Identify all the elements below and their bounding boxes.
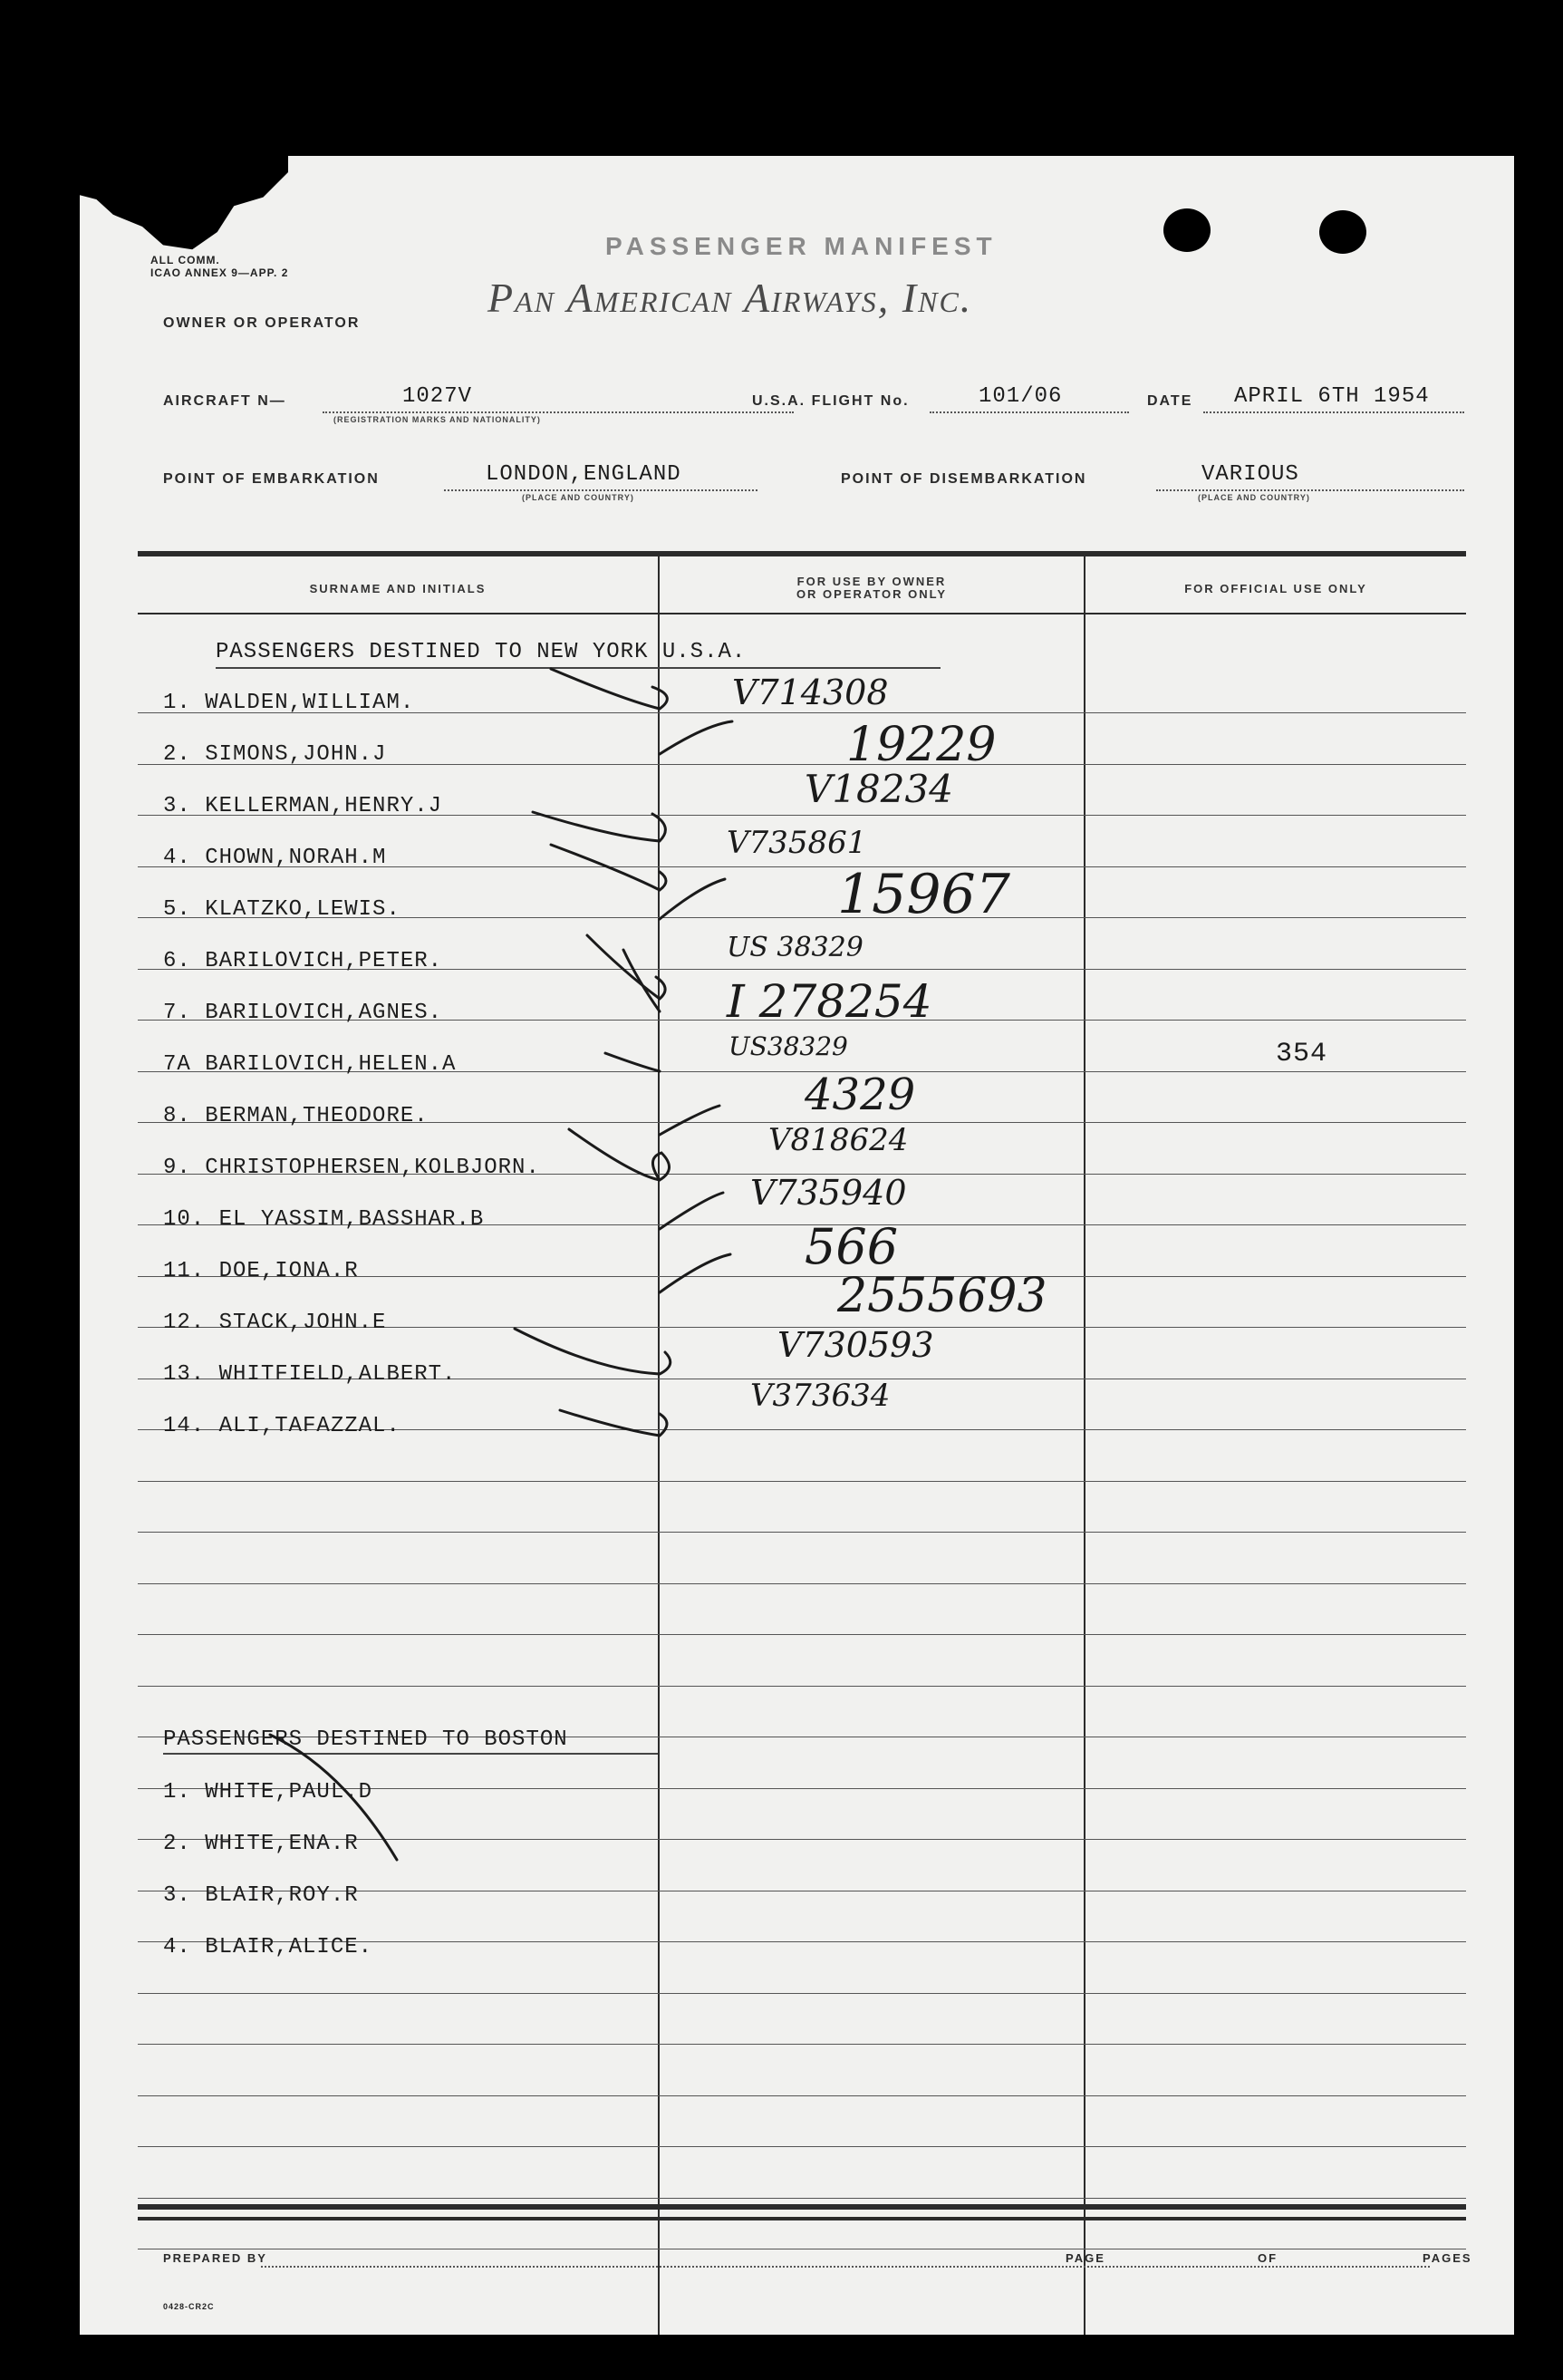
passenger-name: 13. WHITFIELD,ALBERT. bbox=[163, 1362, 457, 1387]
pages-label: PAGES bbox=[1423, 2251, 1472, 2265]
form-number: 0428-CR2C bbox=[163, 2302, 215, 2311]
passport-note: 2555693 bbox=[837, 1269, 1047, 1323]
embarkation-label: POINT OF EMBARKATION bbox=[163, 471, 380, 487]
aircraft-value: 1027V bbox=[402, 384, 473, 409]
flight-label: U.S.A. FLIGHT No. bbox=[752, 393, 910, 409]
of-label: OF bbox=[1258, 2251, 1278, 2265]
passport-note: 19229 bbox=[846, 718, 997, 772]
passenger-name: 7. BARILOVICH,AGNES. bbox=[163, 1001, 443, 1025]
passenger-name: 6. BARILOVICH,PETER. bbox=[163, 949, 443, 973]
passport-note: 4329 bbox=[805, 1069, 916, 1120]
manifest-sheet bbox=[80, 156, 1514, 2335]
official-note: 354 bbox=[1276, 1039, 1328, 1069]
passport-note: 15967 bbox=[837, 863, 1010, 926]
passport-note: US 38329 bbox=[727, 932, 864, 963]
passenger-name: 8. BERMAN,THEODORE. bbox=[163, 1104, 429, 1128]
column-header-name: SURNAME AND INITIALS bbox=[309, 582, 487, 595]
registration-sublabel: (REGISTRATION MARKS AND NATIONALITY) bbox=[333, 415, 541, 424]
passenger-name: 5. KLATZKO,LEWIS. bbox=[163, 897, 400, 922]
manifest-title: PASSENGER MANIFEST bbox=[605, 232, 998, 260]
passenger-name: 4. BLAIR,ALICE. bbox=[163, 1935, 373, 1959]
column-header-official: FOR OFFICIAL USE ONLY bbox=[1184, 582, 1367, 595]
embarkation-value: LONDON,ENGLAND bbox=[486, 462, 681, 487]
place-sublabel-2: (PLACE AND COUNTRY) bbox=[1198, 493, 1310, 502]
passport-note: V730593 bbox=[777, 1325, 934, 1365]
owner-label: OWNER OR OPERATOR bbox=[163, 315, 361, 331]
passport-note: V735861 bbox=[727, 825, 867, 861]
passenger-name: 7A BARILOVICH,HELEN.A bbox=[163, 1052, 457, 1077]
passenger-name: 14. ALI,TAFAZZAL. bbox=[163, 1414, 400, 1438]
passport-note: V18234 bbox=[805, 767, 953, 811]
flight-value: 101/06 bbox=[979, 384, 1063, 409]
passenger-name: 10. EL YASSIM,BASSHAR.B bbox=[163, 1207, 485, 1232]
disembarkation-label: POINT OF DISEMBARKATION bbox=[841, 471, 1087, 487]
passenger-name: 1. WHITE,PAUL.D bbox=[163, 1780, 373, 1804]
passenger-name: 4. CHOWN,NORAH.M bbox=[163, 846, 387, 870]
passenger-name: 9. CHRISTOPHERSEN,KOLBJORN. bbox=[163, 1156, 540, 1180]
passport-note: V373634 bbox=[750, 1378, 891, 1414]
form-code-line1: ALL COMM. bbox=[150, 254, 220, 266]
company-name: Pan American Airways, Inc. bbox=[487, 275, 973, 321]
handwritten-check-marks bbox=[80, 156, 1514, 2335]
passport-note: V818624 bbox=[768, 1122, 909, 1158]
form-code-line2: ICAO ANNEX 9—APP. 2 bbox=[150, 266, 289, 279]
passport-note: V735940 bbox=[750, 1173, 907, 1213]
passport-note: V714308 bbox=[732, 672, 889, 712]
section-heading-new-york: PASSENGERS DESTINED TO NEW YORK U.S.A. bbox=[216, 640, 747, 664]
passport-note: I 278254 bbox=[727, 975, 932, 1028]
passenger-name: 2. SIMONS,JOHN.J bbox=[163, 742, 387, 767]
column-header-owner-line2: OR OPERATOR ONLY bbox=[796, 587, 948, 601]
place-sublabel: (PLACE AND COUNTRY) bbox=[522, 493, 634, 502]
aircraft-label: AIRCRAFT N— bbox=[163, 393, 286, 409]
passenger-name: 12. STACK,JOHN.E bbox=[163, 1311, 387, 1335]
passport-note: 566 bbox=[805, 1218, 899, 1275]
passenger-name: 3. KELLERMAN,HENRY.J bbox=[163, 794, 443, 818]
passenger-name: 3. BLAIR,ROY.R bbox=[163, 1883, 359, 1908]
passenger-name: 1. WALDEN,WILLIAM. bbox=[163, 691, 415, 715]
passport-note: US38329 bbox=[728, 1031, 848, 1061]
section-heading-boston: PASSENGERS DESTINED TO BOSTON bbox=[163, 1727, 568, 1752]
disembarkation-value: VARIOUS bbox=[1201, 462, 1299, 487]
page-label: PAGE bbox=[1066, 2251, 1105, 2265]
date-value: APRIL 6TH 1954 bbox=[1234, 384, 1430, 409]
date-label: DATE bbox=[1147, 393, 1193, 409]
passenger-name: 11. DOE,IONA.R bbox=[163, 1259, 359, 1283]
passenger-name: 2. WHITE,ENA.R bbox=[163, 1832, 359, 1856]
prepared-by-label: PREPARED BY bbox=[163, 2251, 267, 2265]
column-header-owner-line1: FOR USE BY OWNER bbox=[796, 575, 947, 588]
